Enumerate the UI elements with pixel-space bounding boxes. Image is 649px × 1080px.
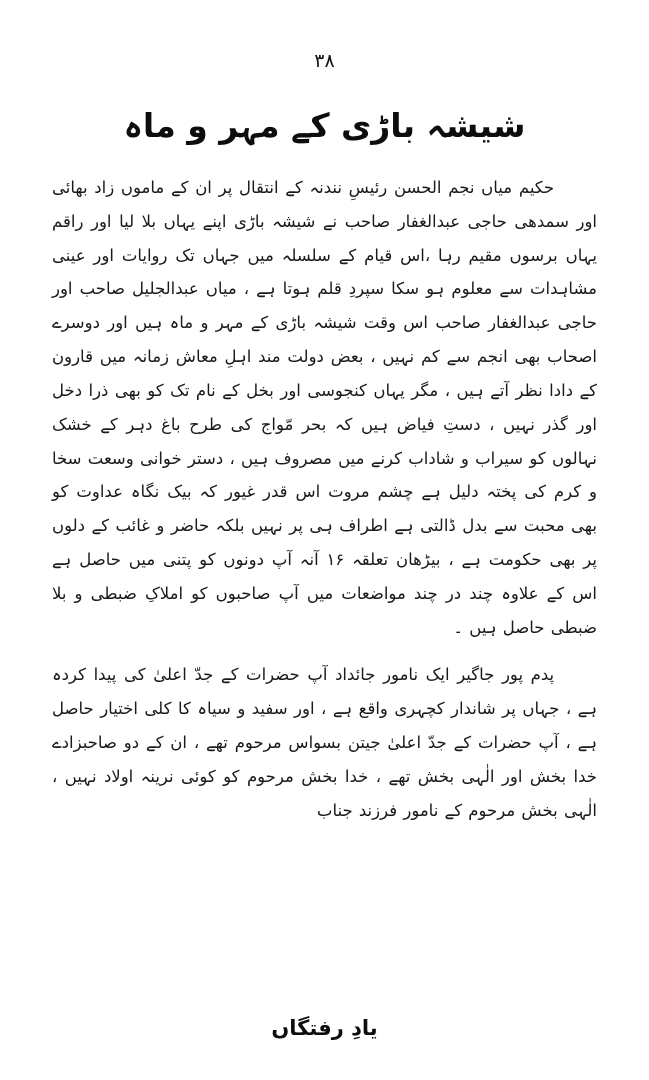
- body-paragraph: حکیم میاں نجم الحسن رئیسِ نندنہ کے انتقال پر ان کے ماموں زاد بھائی اور سمدھی حاجی عبدالغفار صاحب نے شیشہ باڑی اپنے یہاں بلا لیا اور راقم یہاں برسوں مقیم رہا ،اس قیام کے سلسلہ میں جہاں تک روایات اور عینی مشاہدات سے معلوم ہو سکا سپردِ قلم ہوتا ہے ، میاں عبدالجلیل صاحب اور حاجی عبدالغفار صاحب اس وقت شیشہ باڑی کے مہر و ماہ ہیں اور دوسرے اصحاب بھی انجم سے کم نہیں ، بعض دولت مند اہلِ معاش زمانہ میں قارون کے دادا نظر آتے ہیں ، مگر یہاں کنجوسی اور بخل کے نام تک کو بھی ذرا دخل اور گذر نہیں ، دستِ فیاض ہیں کہ بحر مّواج کی طرح باغ دہر کے خشک نہالوں کو سیراب و شاداب کرنے میں مصروف ہیں ، دستر خوانی وسعت سخا و کرم کی پختہ دلیل ہے چشم مروت اس قدر غیور کہ بیک نگاہ عداوت کو بھی محبت سے بدل ڈالتی ہے اطراف ہی پر نہیں بلکہ حاضر و غائب کے دلوں پر بھی حکومت ہے ، بیڑھان تعلقہ ۱۶ آنہ آپ دونوں کو پتنی میں حاصل ہے اس کے علاوہ چند در چند مواضعات میں آپ صاحبوں کو املاکِ ضبطی و بلا ضبطی حاصل ہیں ۔: [52, 178, 597, 637]
- page-number: ۳۸: [314, 50, 335, 72]
- body-paragraph: پدم پور جاگیر ایک نامور جائداد آپ حضرات کے جدّ اعلیٰ کی پیدا کردہ ہے ، جہاں پر شاندار کچہری واقع ہے ، اور سفید و سیاہ کا کلی اختیار حاصل ہے ، آپ حضرات کے جدّ اعلیٰ جیتن بسواس مرحوم تھے ، ان کے دو صاحبزادے خدا بخش اور الٰہی بخش تھے ، خدا بخش مرحوم کو کوئی نرینہ اولاد نہیں ، الٰہی بخش مرحوم کے نامور فرزند جناب: [52, 665, 597, 820]
- page-content: [52, 106, 597, 827]
- book-title-footer: یادِ رفتگاں: [271, 1016, 378, 1040]
- chapter-title: شیشہ باڑی کے مہر و ماہ: [123, 106, 526, 145]
